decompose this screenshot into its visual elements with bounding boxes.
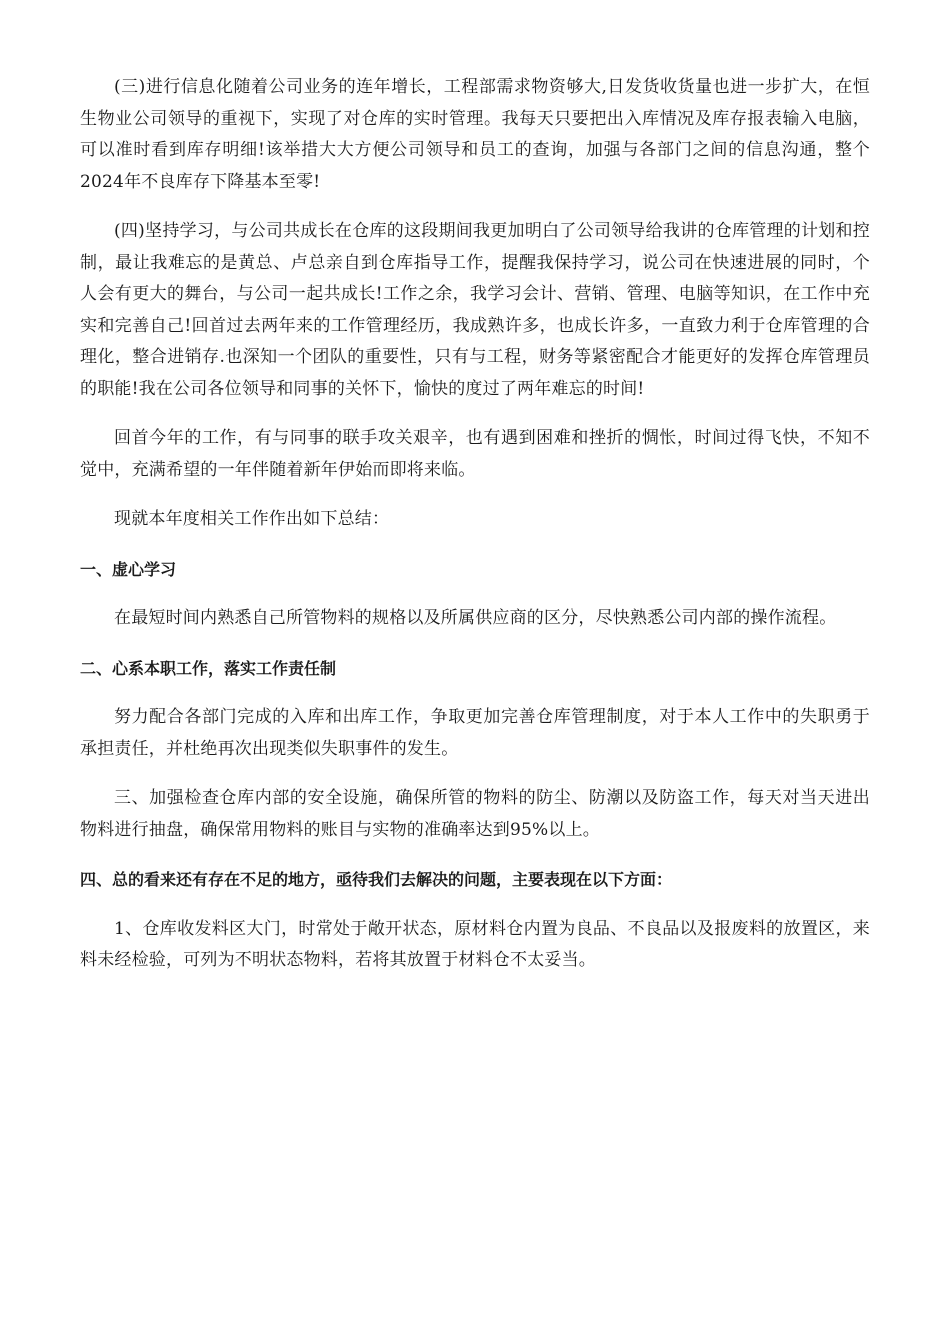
paragraph-keep-learning: (四)坚持学习，与公司共成长在仓库的这段期间我更加明白了公司领导给我讲的仓库管理的计划和控制，最让我难忘的是黄总、卢总亲自到仓库指导工作，提醒我保持学习，说公司在快速进展的同时，个人会有更大的舞台，与公司一起共成长!工作之余，我学习会计、营销、管理、电脑等知识，在工作中充实和完善自己!回首过去两年来的工作管理经历，我成熟许多，也成长许多，一直致力利于仓库管理的合理化，整合进销存.也深知一个团队的重要性，只有与工程，财务等紧密配合才能更好的发挥仓库管理员的职能!我在公司各位领导和同事的关怀下，愉快的度过了两年难忘的时间!	[80, 221, 870, 399]
paragraph-familiarize: 在最短时间内熟悉自己所管物料的规格以及所属供应商的区分，尽快熟悉公司内部的操作流程。	[114, 608, 837, 628]
heading-humble-learning: 一、虚心学习	[80, 559, 177, 579]
paragraph-summary-intro: 现就本年度相关工作作出如下总结：	[114, 509, 390, 529]
paragraph-information-system: (三)进行信息化随着公司业务的连年增长，工程部需求物资够大,日发货收货量也进一步扩大，在恒生物业公司领导的重视下，实现了对仓库的实时管理。我每天只要把出入库情况及库存报表输入电脑，可以准时看到库存明细!该举措大大方便公司领导和员工的查询，加强与各部门之间的信息沟通，整个2024年不良库存下降基本至零!	[80, 77, 870, 192]
heading-shortcomings: 四、总的看来还有存在不足的地方，亟待我们去解决的问题，主要表现在以下方面：	[80, 870, 673, 889]
paragraph-safety-check: 三、加强检查仓库内部的安全设施，确保所管的物料的防尘、防潮以及防盗工作，每天对当天进出物料进行抽盘，确保常用物料的账目与实物的准确率达到95%以上。	[80, 788, 870, 840]
heading-responsibility: 二、心系本职工作，落实工作责任制	[80, 658, 337, 678]
paragraph-cooperation: 努力配合各部门完成的入库和出库工作，争取更加完善仓库管理制度，对于本人工作中的失职勇于承担责任，并杜绝再次出现类似失职事件的发生。	[80, 707, 870, 759]
paragraph-warehouse-door: 1、仓库收发料区大门，时常处于敞开状态，原材料仓内置为良品、不良品以及报废料的放置区，来料未经检验，可列为不明状态物料，若将其放置于材料仓不太妥当。	[80, 918, 870, 970]
paragraph-review-year: 回首今年的工作，有与同事的联手攻关艰辛，也有遇到困难和挫折的惆怅，时间过得飞快，不知不觉中，充满希望的一年伴随着新年伊始而即将来临。	[80, 428, 870, 480]
document-page	[80, 72, 870, 995]
